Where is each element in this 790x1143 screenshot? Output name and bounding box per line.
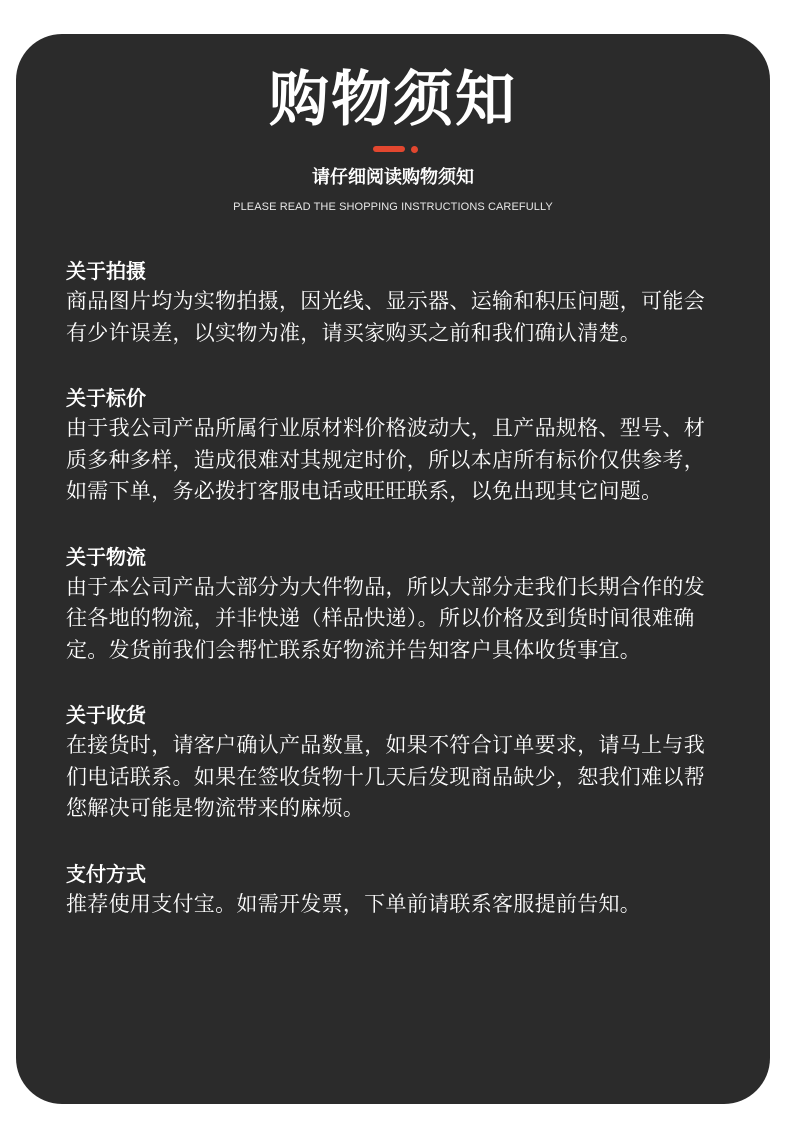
section-logistics bbox=[66, 542, 716, 667]
section-body: 商品图片均为实物拍摄，因光线、显示器、运输和积压问题，可能会有少许误差，以实物为准，请买家购买之前和我们确认清楚。 bbox=[66, 289, 705, 345]
page-title: 购物须知 bbox=[269, 65, 517, 135]
subtitle-english: PLEASE READ THE SHOPPING INSTRUCTIONS CAREFULLY bbox=[233, 201, 553, 213]
section-photography bbox=[66, 256, 716, 349]
section-body: 在接货时，请客户确认产品数量，如果不符合订单要求，请马上与我们电话联系。如果在签收货物十几天后发现商品缺少，恕我们难以帮您解决可能是物流带来的麻烦。 bbox=[66, 733, 705, 820]
section-body: 推荐使用支付宝。如需开发票，下单前请联系客服提前告知。 bbox=[66, 891, 642, 916]
subtitle: 请仔细阅读购物须知 bbox=[312, 167, 474, 188]
section-body: 由于我公司产品所属行业原材料价格波动大，且产品规格、型号、材质多种多样，造成很难对其规定时价，所以本店所有标价仅供参考，如需下单，务必拨打客服电话或旺旺联系，以免出现其它问题。 bbox=[66, 416, 705, 503]
section-heading: 关于收货 bbox=[66, 703, 146, 727]
section-heading: 关于标价 bbox=[66, 386, 146, 410]
section-heading: 支付方式 bbox=[66, 861, 146, 886]
notice-sections bbox=[66, 256, 716, 954]
accent-dot bbox=[411, 146, 418, 153]
section-receiving bbox=[66, 700, 716, 825]
section-pricing bbox=[66, 383, 716, 508]
section-body: 由于本公司产品大部分为大件物品，所以大部分走我们长期合作的发往各地的物流，并非快递（样品快递）。所以价格及到货时间很难确定。发货前我们会帮忙联系好物流并告知客户具体收货事宜。 bbox=[66, 574, 705, 662]
section-heading: 关于物流 bbox=[66, 544, 146, 569]
section-heading: 关于拍摄 bbox=[66, 259, 146, 283]
section-payment bbox=[66, 859, 716, 921]
shopping-notice-card bbox=[16, 34, 770, 1104]
accent-dash bbox=[373, 146, 405, 152]
